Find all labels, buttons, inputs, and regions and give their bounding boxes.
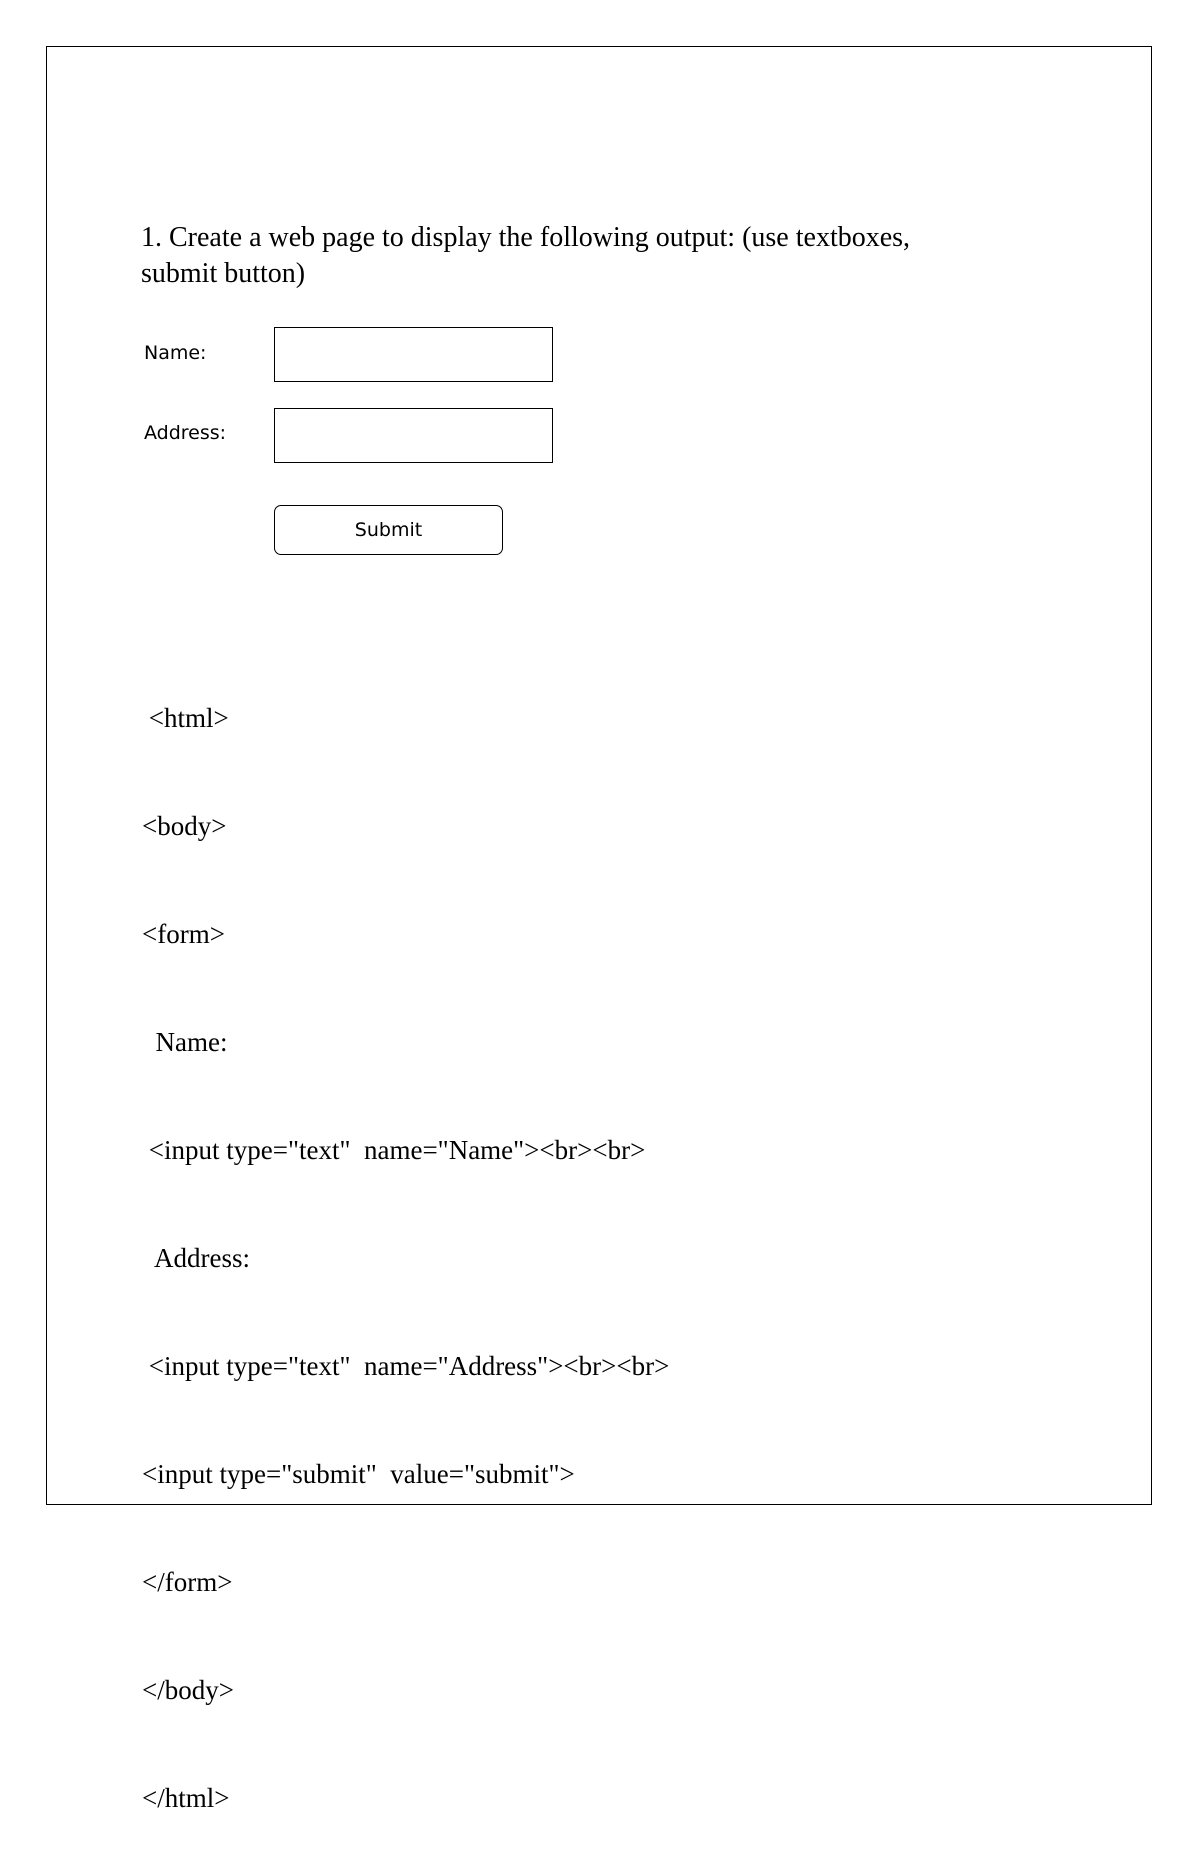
code-line: </form> xyxy=(142,1567,233,1597)
code-line: <form> xyxy=(142,919,225,949)
code-line: <input type="text" name="Address"><br><br> xyxy=(142,1351,670,1381)
code-line: Name: xyxy=(142,1027,228,1057)
address-textbox[interactable] xyxy=(274,408,553,463)
html-code-listing xyxy=(142,628,669,1852)
question-line-2: submit button) xyxy=(141,258,306,289)
code-line: <html> xyxy=(142,703,229,733)
question-line-1: 1. Create a web page to display the following output: (use textboxes, xyxy=(141,222,911,253)
code-line: Address: xyxy=(142,1243,250,1273)
code-line: <input type="text" name="Name"><br><br> xyxy=(142,1135,646,1165)
code-line: </html> xyxy=(142,1783,230,1813)
question-text xyxy=(141,220,1041,292)
submit-button[interactable]: Submit xyxy=(274,505,503,555)
code-line: <input type="submit" value="submit"> xyxy=(142,1459,575,1489)
address-label: Address: xyxy=(144,422,227,444)
code-line: </body> xyxy=(142,1675,234,1705)
name-textbox[interactable] xyxy=(274,327,553,382)
code-line: <body> xyxy=(142,811,227,841)
name-label: Name: xyxy=(144,342,207,364)
